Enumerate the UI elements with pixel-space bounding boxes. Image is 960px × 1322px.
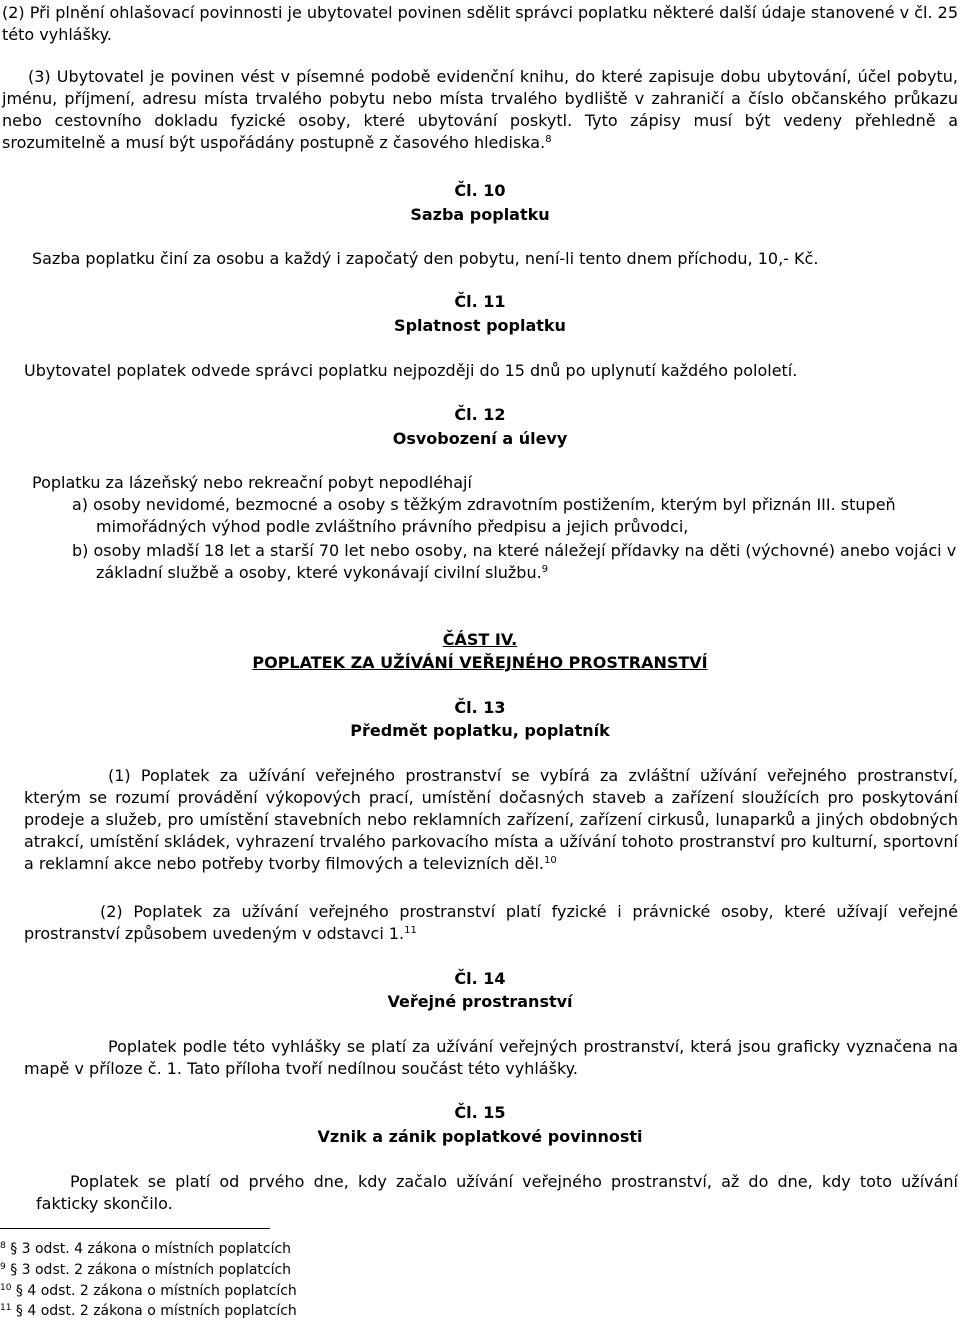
article-14-text: Poplatek podle této vyhlášky se platí za užívání veřejných prostranství, která jsou graficky vyznačena na mapě v příloze č. 1. Tato příloha tvoří nedílnou součást této vyhlášky. (24, 1037, 958, 1078)
article-12-number: Čl. 12 (454, 405, 506, 424)
footnote-11: $^{11}$ § 4 odst. 2 zákona o místních poplatcích (0, 1303, 297, 1319)
footnote-separator (0, 1228, 270, 1229)
article-12-intro: Poplatku za lázeňský nebo rekreační pobyt nepodléhají (32, 473, 472, 492)
article-11-text: Ubytovatel poplatek odvede správci poplatku nejpozději do 15 dnů po uplynutí každého pololetí. (24, 361, 798, 380)
part-4-title: POPLATEK ZA UŽÍVÁNÍ VEŘEJNÉHO PROSTRANSTVÍ (252, 653, 708, 672)
paragraph-3-register: (3) Ubytovatel je povinen vést v písemné podobě evidenční knihu, do které zapisuje dobu ubytování, účel pobytu, jménu, příjmení, adresu místa trvalého pobytu nebo místa trvalého bydliště v zahraničí a číslo občanského průkazu nebo cestovního dokladu fyzické osoby, které ubytování poskytl. Tyto zápisy musí být vedeny přehledně a srozumitelně a musí být uspořádány postupně z časového hlediska.$^8$ (2, 67, 958, 152)
article-10-number: Čl. 10 (454, 181, 506, 200)
footnote-ref-10[interactable]: 10 (543, 855, 557, 866)
paragraph-2-reporting: (2) Při plnění ohlašovací povinnosti je ubytovatel povinen sdělit správci poplatku některé další údaje stanovené v čl. 25 této vyhlášky. (2, 3, 958, 44)
article-11-number: Čl. 11 (454, 292, 506, 311)
article-13-title: Předmět poplatku, poplatník (350, 721, 610, 740)
article-10-title: Sazba poplatku (410, 205, 550, 224)
article-14-title: Veřejné prostranství (387, 992, 573, 1011)
article-11-title: Splatnost poplatku (394, 316, 566, 335)
article-12-item-a: a) osoby nevidomé, bezmocné a osoby s těžkým zdravotním postižením, kterým byl přiznán III. stupeň mimořádných výhod podle zvláštního právního předpisu a jejich průvodci, (72, 495, 896, 536)
article-13-paragraph-2: (2) Poplatek za užívání veřejného prostranství platí fyzické i právnické osoby, které užívají veřejné prostranství způsobem uvedeným v odstavci 1.11 (24, 902, 958, 943)
footnote-8: $^8$ § 3 odst. 4 zákona o místních poplatcích (0, 1241, 292, 1257)
article-13-number: Čl. 13 (454, 698, 506, 717)
article-13-paragraph-1: (1) Poplatek za užívání veřejného prostranství se vybírá za zvláštní užívání veřejného prostranství, kterým se rozumí provádění výkopových prací, umístění dočasných staveb a zařízení sloužících pro poskytování prodeje a služeb, pro umístění stavebních nebo reklamních zařízení, zařízení cirkusů, lunaparků a jiných obdobných atrakcí, umístění skládek, vyhrazení trvalého parkovacího místa a užívání tohoto prostranství pro kulturní, sportovní a reklamní akce nebo potřeby tvorby filmových a televizních děl.$^{10}$ (24, 766, 958, 873)
footnote-9: $^9$ § 3 odst. 2 zákona o místních poplatcích (0, 1262, 292, 1278)
article-15-number: Čl. 15 (454, 1103, 506, 1122)
article-12-item-b: b) osoby mladší 18 let a starší 70 let nebo osoby, na které náležejí přídavky na děti (výchovné) anebo vojáci v základní službě a osoby, které vykonávají civilní službu.$^9$ (72, 541, 957, 582)
part-4-number: ČÁST IV. (442, 630, 518, 649)
article-12-title: Osvobození a úlevy (392, 429, 568, 448)
footnote-ref-9[interactable]: 9 (541, 564, 549, 575)
article-15-title: Vznik a zánik poplatkové povinnosti (317, 1127, 643, 1146)
article-10-text: Sazba poplatku činí za osobu a každý i započatý den pobytu, není-li tento dnem příchodu, 10,- Kč. (32, 249, 819, 268)
footnote-ref-8[interactable]: 8 (545, 134, 552, 145)
footnote-ref-11[interactable]: 11 (404, 925, 417, 936)
article-14-number: Čl. 14 (454, 969, 506, 988)
footnote-10: $^{10}$ § 4 odst. 2 zákona o místních poplatcích (0, 1283, 297, 1299)
article-15-text: Poplatek se platí od prvého dne, kdy začalo užívání veřejného prostranství, až do dne, kdy toto užívání fakticky skončilo. (36, 1172, 958, 1213)
